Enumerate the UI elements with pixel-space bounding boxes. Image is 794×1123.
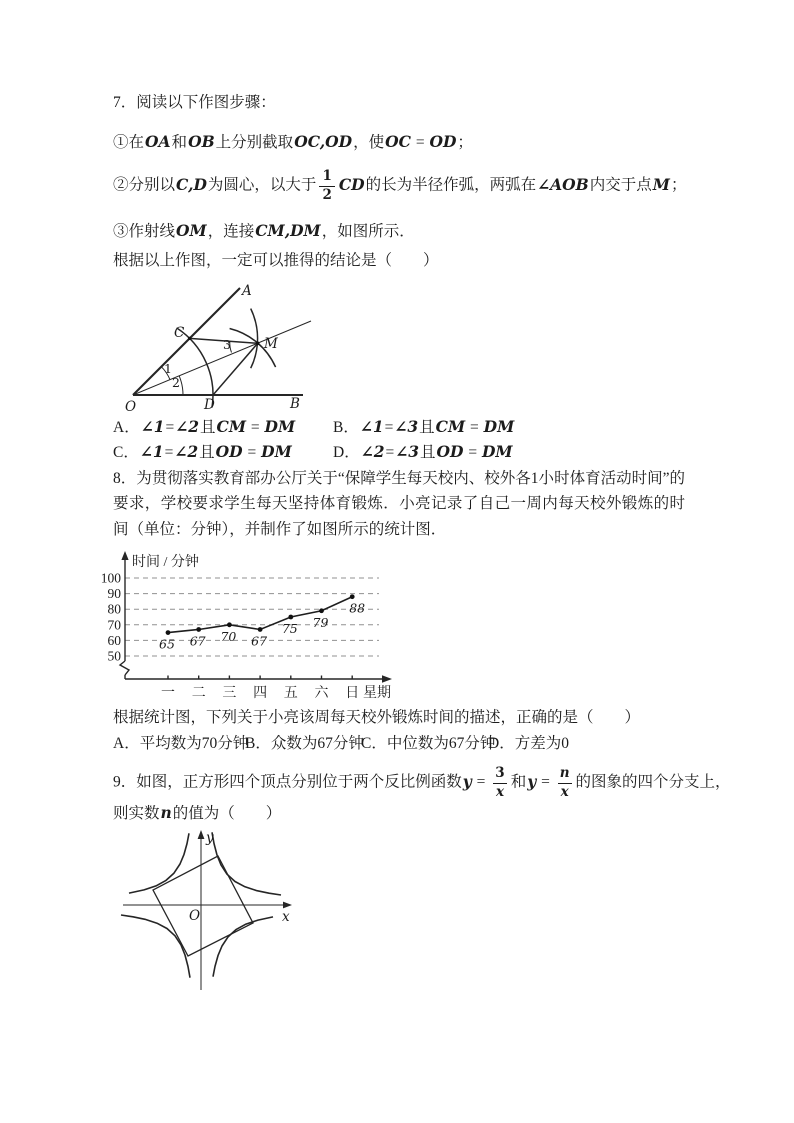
q7-step-3: ③作射线OM，连接CM,DM，如图所示． xyxy=(113,221,415,240)
svg-text:90: 90 xyxy=(107,586,121,602)
q7-option-b: B．∠1=∠3且CM = DM xyxy=(333,417,515,436)
svg-text:六: 六 xyxy=(314,686,329,701)
svg-text:67: 67 xyxy=(189,633,206,649)
segment-DM xyxy=(213,343,258,395)
q9-hyperbola-square-figure xyxy=(118,828,308,996)
svg-text:星期: 星期 xyxy=(363,686,391,701)
svg-text:五: 五 xyxy=(283,686,298,701)
q8-option-c: C．中位数为67分钟 xyxy=(361,735,496,752)
svg-text:一: 一 xyxy=(161,686,175,701)
label-M: M xyxy=(264,336,278,352)
q8-stem: 8．为贯彻落实教育部办公厅关于“保障学生每天校内、校外各1小时体育活动时间”的要求，学校要求学生每天坚持体育锻炼．小亮记录了自己一周内每天校外锻炼的时间（单位：分钟），并制作了如图所示的统计图． xyxy=(113,470,685,538)
svg-text:50: 50 xyxy=(107,648,121,664)
svg-text:100: 100 xyxy=(100,570,121,586)
q7-option-a: A．∠1=∠2且CM = DM xyxy=(113,417,296,436)
svg-text:79: 79 xyxy=(312,614,329,630)
svg-text:67: 67 xyxy=(251,633,268,649)
hyperbola-branch-q4 xyxy=(213,917,273,977)
q9-stem-line-2: 则实数n的值为（ ） xyxy=(113,803,282,822)
label-O: O xyxy=(125,399,137,415)
label-C: C xyxy=(174,325,185,341)
svg-text:60: 60 xyxy=(107,632,121,648)
label-x-axis: x xyxy=(282,909,290,925)
svg-text:70: 70 xyxy=(220,628,237,644)
label-angle-1: 1 xyxy=(164,361,172,376)
q7-option-c: C．∠1=∠2且OD = DM xyxy=(113,442,292,461)
svg-text:80: 80 xyxy=(107,601,121,617)
label-y-axis: y xyxy=(206,830,214,846)
label-D: D xyxy=(204,397,215,413)
q9-stem-line-1: 9．如图，正方形四个顶点分别位于两个反比例函数y = $\frac{3}{x}$ 和y = $\frac{n}{x}$ 的图象的四个分支上， xyxy=(113,765,731,800)
svg-text:三: 三 xyxy=(222,686,237,701)
label-angle-3: 3 xyxy=(223,337,231,352)
point-C-dot xyxy=(188,337,191,340)
q7-step-1: ①在OA和OB上分别截取OC,OD，使OC = OD； xyxy=(113,132,473,151)
q7-construction-figure xyxy=(118,281,388,416)
label-origin: O xyxy=(189,908,201,924)
q8-option-d: D．方差为0 xyxy=(488,735,569,752)
x-axis-arrow xyxy=(283,902,292,909)
hyperbola-branch-q3 xyxy=(121,915,190,978)
svg-text:二: 二 xyxy=(191,686,206,701)
inscribed-square xyxy=(153,856,253,956)
q7-option-d: D．∠2=∠3且OD = DM xyxy=(333,442,513,461)
label-B: B xyxy=(290,396,300,412)
q8-question: 根据统计图，下列关于小亮该周每天校外锻炼时间的描述，正确的是（ ） xyxy=(113,709,641,726)
svg-text:时间 / 分钟: 时间 / 分钟 xyxy=(132,555,199,570)
svg-text:70: 70 xyxy=(107,617,121,633)
label-A: A xyxy=(242,283,252,299)
y-axis-arrow xyxy=(198,830,205,839)
q8-option-b: B．众数为67分钟 xyxy=(245,735,364,752)
q7-question: 根据以上作图，一定可以推得的结论是（ ） xyxy=(113,252,439,269)
label-angle-2: 2 xyxy=(172,375,180,390)
q7-stem: 7．阅读以下作图步骤： xyxy=(113,94,276,111)
hyperbola-branch-q2 xyxy=(129,833,189,893)
svg-text:88: 88 xyxy=(349,600,366,616)
svg-text:65: 65 xyxy=(159,636,175,652)
q7-step-2: ②分别以C,D为圆心，以大于 $\frac{1}{2}$ CD的长为半径作弧，两弧在∠AOB内交于点M； xyxy=(113,168,687,203)
point-M-dot xyxy=(256,342,260,346)
svg-text:日: 日 xyxy=(345,686,360,701)
q8-option-a: A．平均数为70分钟 xyxy=(113,735,249,752)
svg-text:75: 75 xyxy=(281,621,298,636)
svg-text:四: 四 xyxy=(253,686,268,701)
q8-exercise-time-line-chart xyxy=(90,549,420,707)
